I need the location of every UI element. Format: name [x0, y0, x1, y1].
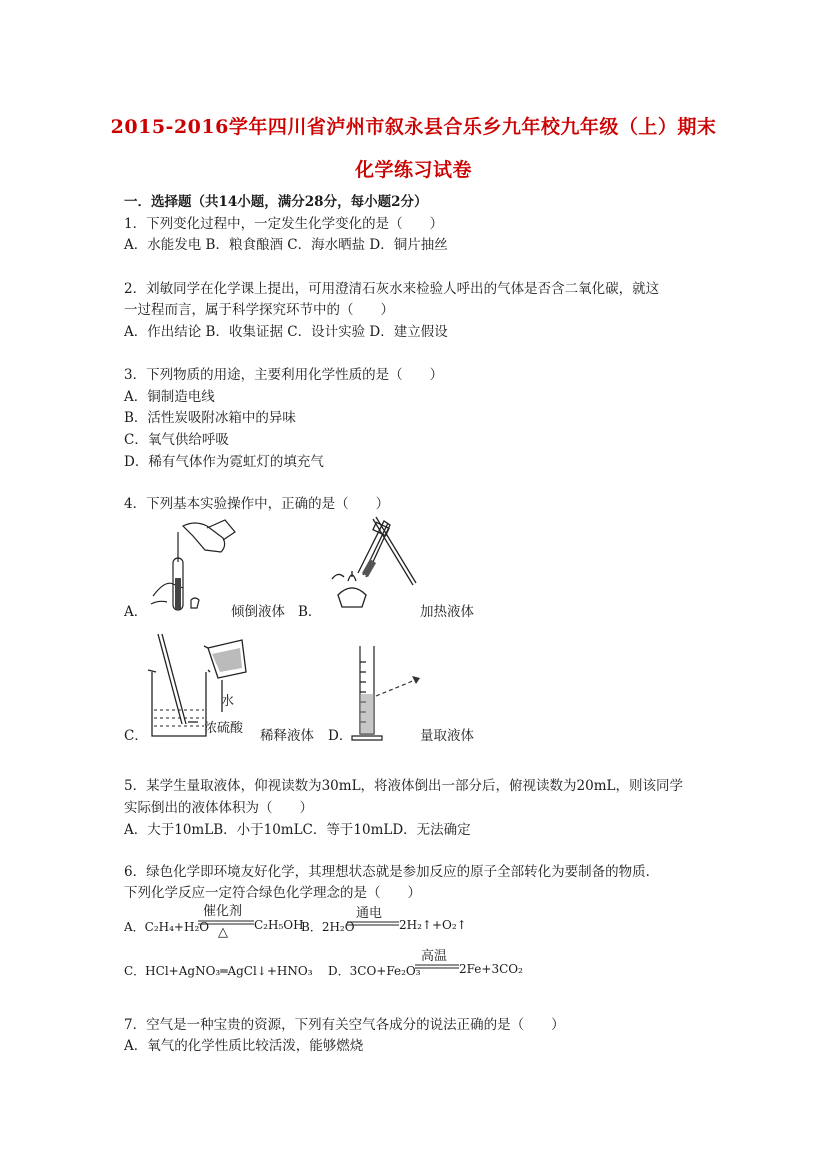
- q4-option-c-caption: 稀释液体: [260, 728, 314, 744]
- q2-stem-line1: 2．刘敏同学在化学课上提出，可用澄清石灰水来检验人呼出的气体是否含二氧化碳，就这: [124, 281, 660, 297]
- q6-option-a-condition: 催化剂: [203, 904, 243, 919]
- q4-water-label: 水: [221, 694, 235, 709]
- q3-option-c: C．氧气供给呼吸: [124, 432, 229, 448]
- heating-liquid-figure: [318, 515, 428, 615]
- q6-stem-line1: 6．绿色化学即环境友好化学，其理想状态就是参加反应的原子全部转化为要制备的物质．: [124, 864, 660, 880]
- q6-option-a-reactants: A．C₂H₄+H₂O: [124, 920, 210, 934]
- page-title-line2: 化学练习试卷: [354, 159, 472, 181]
- q6-option-a-heat-sign: △: [218, 925, 228, 940]
- q5-stem-line1: 5．某学生量取液体，仰视读数为30mL，将液体倒出一部分后，俯视读数为20mL，则该同学: [124, 778, 683, 794]
- pouring-liquid-figure: [145, 518, 240, 618]
- q6-stem-line2: 下列化学反应一定符合绿色化学理念的是（ ）: [124, 885, 421, 901]
- q3-option-a: A．铜制造电线: [124, 389, 215, 405]
- q6-option-c: C．HCl+AgNO₃═AgCl↓+HNO₃: [124, 964, 313, 978]
- q4-option-c-letter: C．: [124, 728, 148, 744]
- section-heading: 一．选择题（共14小题，满分28分，每小题2分）: [124, 194, 428, 210]
- q2-options: A．作出结论 B．收集证据 C．设计实验 D．建立假设: [124, 324, 448, 340]
- q6-option-d-condition: 高温: [421, 949, 448, 964]
- q7-stem: 7．空气是一种宝贵的资源，下列有关空气各成分的说法正确的是（ ）: [124, 1017, 565, 1033]
- q5-stem-line2: 实际倒出的液体体积为（ ）: [124, 800, 313, 816]
- q1-options: A．水能发电 B．粮食酿酒 C．海水晒盐 D．铜片抽丝: [124, 237, 448, 253]
- q6-option-b-equal-sign: [347, 921, 399, 927]
- q6-option-b-condition: 通电: [356, 906, 383, 921]
- q3-option-d: D．稀有气体作为霓虹灯的填充气: [124, 454, 324, 470]
- q5-options: A．大于10mLB．小于10mLC．等于10mLD．无法确定: [124, 822, 471, 838]
- q4-option-b-caption: 加热液体: [420, 604, 474, 620]
- page-title-line1: 2015-2016学年四川省泸州市叙永县合乐乡九年校九年级（上）期末: [110, 116, 717, 138]
- q4-option-d-caption: 量取液体: [420, 728, 474, 744]
- q6-option-d-reactants: D．3CO+Fe₂O₃: [328, 964, 421, 978]
- q4-option-a-caption: 倾倒液体: [231, 604, 285, 620]
- q4-option-a-letter: A．: [124, 604, 148, 620]
- q6-option-a-products: C₂H₅OH: [254, 918, 304, 932]
- q4-option-b-letter: B．: [298, 604, 322, 620]
- q3-option-b: B．活性炭吸附冰箱中的异味: [124, 410, 296, 426]
- q1-stem: 1．下列变化过程中，一定发生化学变化的是（ ）: [124, 216, 444, 232]
- q6-option-d-equal-sign: [415, 964, 459, 970]
- q4-option-d-letter: D．: [328, 728, 353, 744]
- q6-option-b-products: 2H₂↑+O₂↑: [399, 918, 467, 932]
- q4-stem: 4．下列基本实验操作中，正确的是（ ）: [124, 496, 390, 512]
- q4-acid-label: 浓硫酸: [204, 721, 244, 736]
- q6-option-d-products: 2Fe+3CO₂: [459, 962, 523, 976]
- q7-option-a: A．氧气的化学性质比较活泼，能够燃烧: [124, 1038, 364, 1054]
- q2-stem-line2: 一过程而言，属于科学探究环节中的（ ）: [124, 302, 394, 318]
- q6-option-b-reactants: B．2H₂O: [301, 920, 355, 934]
- q3-stem: 3．下列物质的用途，主要利用化学性质的是（ ）: [124, 367, 444, 383]
